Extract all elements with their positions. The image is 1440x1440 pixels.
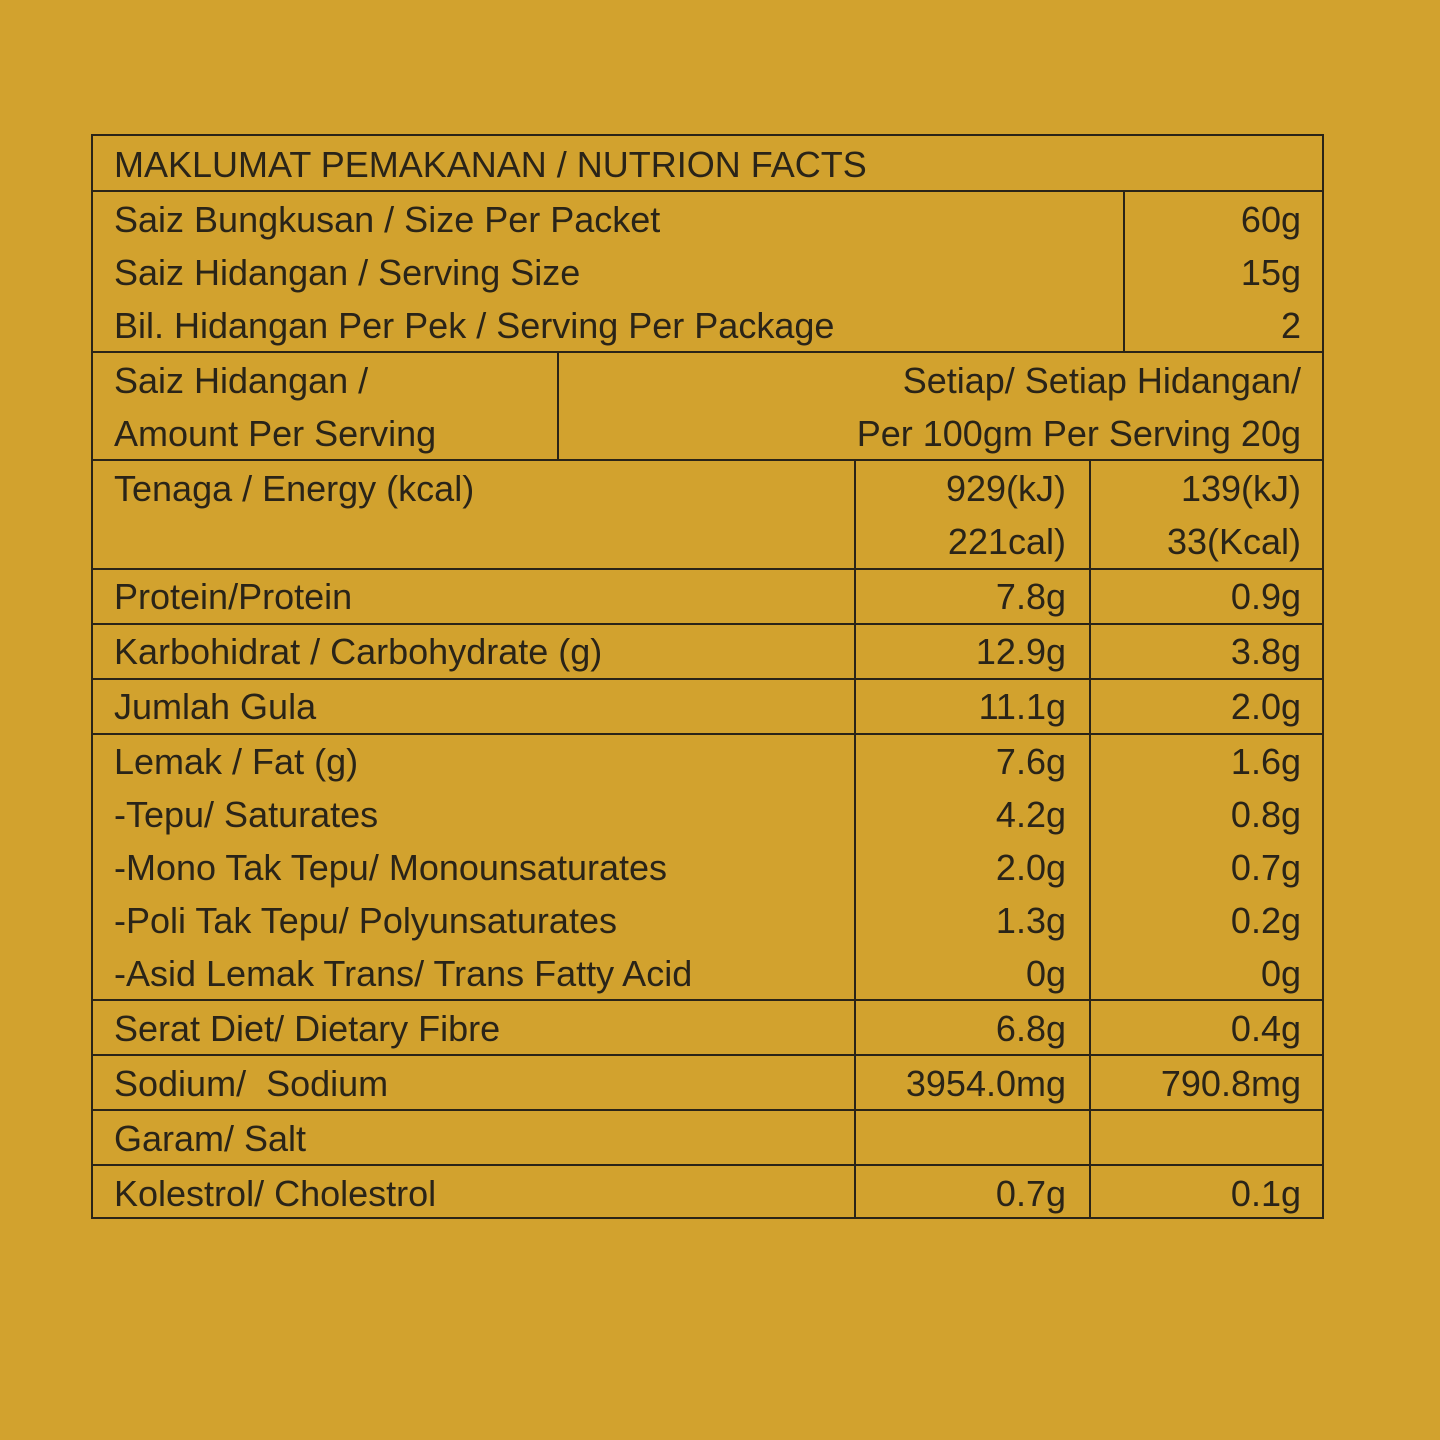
- servings-per-package-value: 2: [1280, 305, 1301, 346]
- monounsaturates-label: -Mono Tak Tepu/ Monounsaturates: [114, 847, 668, 888]
- amount-header-columns-line1: Setiap/ Setiap Hidangan/: [902, 360, 1301, 401]
- amount-header-columns-line2: Per 100gm Per Serving 20g: [856, 413, 1301, 454]
- energy-serving-kj: 139(kJ): [1180, 468, 1301, 509]
- trans-fat-per100: 0g: [1025, 953, 1066, 994]
- energy-per100-kj: 929(kJ): [945, 468, 1066, 509]
- monounsaturates-serving: 0.7g: [1230, 847, 1301, 888]
- protein-per100: 7.8g: [995, 576, 1066, 617]
- carbohydrate-per100: 12.9g: [975, 631, 1066, 672]
- trans-fat-label: -Asid Lemak Trans/ Trans Fatty Acid: [114, 953, 693, 994]
- saturates-serving: 0.8g: [1230, 794, 1301, 835]
- fibre-label: Serat Diet/ Dietary Fibre: [114, 1008, 501, 1049]
- sodium-serving: 790.8mg: [1160, 1063, 1301, 1104]
- column-divider: [1123, 190, 1125, 352]
- packet-size-label: Saiz Bungkusan / Size Per Packet: [114, 199, 661, 240]
- sugar-per100: 11.1g: [978, 686, 1066, 727]
- energy-serving-kcal: 33(Kcal): [1166, 521, 1301, 562]
- serving-size-value: 15g: [1240, 252, 1301, 293]
- protein-label: Protein/Protein: [114, 576, 353, 617]
- polyunsaturates-label: -Poli Tak Tepu/ Polyunsaturates: [114, 900, 617, 941]
- trans-fat-serving: 0g: [1260, 953, 1301, 994]
- column-divider: [557, 351, 559, 460]
- table-title: MAKLUMAT PEMAKANAN / NUTRION FACTS: [114, 144, 867, 185]
- fibre-per100: 6.8g: [995, 1008, 1066, 1049]
- carbohydrate-serving: 3.8g: [1230, 631, 1301, 672]
- saturates-label: -Tepu/ Saturates: [114, 794, 379, 835]
- fibre-serving: 0.4g: [1230, 1008, 1301, 1049]
- energy-label: Tenaga / Energy (kcal): [114, 468, 475, 509]
- nutrition-facts-table: [91, 134, 1324, 1219]
- cholesterol-serving: 0.1g: [1230, 1173, 1301, 1214]
- sodium-label: Sodium/ Sodium: [114, 1063, 389, 1104]
- divider: [93, 1109, 1322, 1111]
- amount-header-label-line1: Saiz Hidangan /: [114, 360, 369, 401]
- column-divider: [1089, 459, 1091, 1219]
- saturates-per100: 4.2g: [995, 794, 1066, 835]
- protein-serving: 0.9g: [1230, 576, 1301, 617]
- cholesterol-label: Kolestrol/ Cholestrol: [114, 1173, 437, 1214]
- divider: [93, 459, 1322, 461]
- fat-per100: 7.6g: [995, 741, 1066, 782]
- divider: [93, 190, 1322, 192]
- sugar-serving: 2.0g: [1230, 686, 1301, 727]
- polyunsaturates-serving: 0.2g: [1230, 900, 1301, 941]
- fat-serving: 1.6g: [1230, 741, 1301, 782]
- servings-per-package-label: Bil. Hidangan Per Pek / Serving Per Package: [114, 305, 835, 346]
- divider: [93, 1054, 1322, 1056]
- divider: [93, 999, 1322, 1001]
- divider: [93, 351, 1322, 353]
- fat-label: Lemak / Fat (g): [114, 741, 359, 782]
- sodium-per100: 3954.0mg: [905, 1063, 1066, 1104]
- cholesterol-per100: 0.7g: [995, 1173, 1066, 1214]
- salt-label: Garam/ Salt: [114, 1118, 307, 1159]
- divider: [93, 1164, 1322, 1166]
- amount-header-label-line2: Amount Per Serving: [114, 413, 437, 454]
- energy-per100-kcal: 221cal): [947, 521, 1066, 562]
- carbohydrate-label: Karbohidrat / Carbohydrate (g): [114, 631, 603, 672]
- sugar-label: Jumlah Gula: [114, 686, 317, 727]
- monounsaturates-per100: 2.0g: [995, 847, 1066, 888]
- packet-size-value: 60g: [1240, 199, 1301, 240]
- serving-size-label: Saiz Hidangan / Serving Size: [114, 252, 581, 293]
- polyunsaturates-per100: 1.3g: [995, 900, 1066, 941]
- column-divider: [854, 459, 856, 1219]
